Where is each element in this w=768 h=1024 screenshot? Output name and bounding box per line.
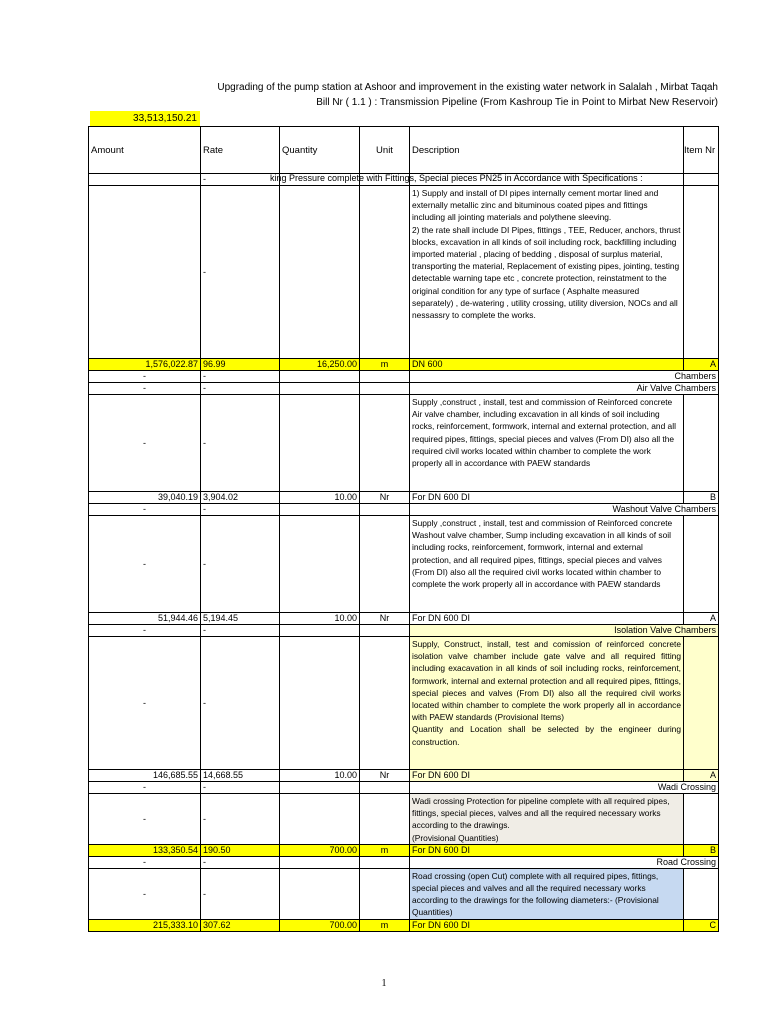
rate-cell: 96.99 xyxy=(201,359,280,371)
table-row xyxy=(89,371,719,383)
rate-cell: - xyxy=(201,794,280,845)
table-row xyxy=(89,782,719,794)
section-heading: Isolation Valve Chambers xyxy=(410,625,719,637)
amount-header: Amount xyxy=(89,127,201,174)
table-row xyxy=(89,856,719,868)
table-row xyxy=(89,919,719,931)
item-cell: B xyxy=(684,844,719,856)
description-cell: Road crossing (open Cut) complete with all required pipes, fittings, special pieces and valves and all the required necessary works according to the drawings for the following diameters:- (Provisional Quantities) xyxy=(410,868,684,919)
rate-cell: - xyxy=(201,637,280,770)
section-heading: Air Valve Chambers xyxy=(410,383,719,395)
item-cell: A xyxy=(684,359,719,371)
amount-cell: - xyxy=(89,383,201,395)
table-row xyxy=(89,625,719,637)
rate-header: Rate xyxy=(201,127,280,174)
rate-cell: - xyxy=(201,186,280,359)
rate-cell: - xyxy=(201,516,280,613)
unit-cell: Nr xyxy=(360,770,410,782)
rate-cell: 14,668.55 xyxy=(201,770,280,782)
rate-cell: 3,904.02 xyxy=(201,492,280,504)
table-row xyxy=(89,174,719,186)
quantity-header: Quantity xyxy=(280,127,360,174)
table-row xyxy=(89,504,719,516)
rate-cell: - xyxy=(201,504,280,516)
grand-total: 33,513,150.21 xyxy=(90,111,200,126)
amount-cell: - xyxy=(89,371,201,383)
description-cell: 1) Supply and install of DI pipes internally cement mortar lined and externally metallic zinc and bituminous coated pipes and fittings including all jointing materials and polythene sleeving. 2) the rate shall include DI Pipes, fittings , TEE, Reducer, anchors, thrust blocks, excavation in all kinds of soil including rock, backfilling including imported material , placing of bedding , disposal of surplus material, transporting the material, Replacement of existing pipes, jointing, testing detectable warning tape etc , concrete protection, reinstatment to the original condition for any type of surface ( Asphalte measured separately) , de-watering , utility crossing, utility diversion, NOCs and all nessassry to complete the works. xyxy=(410,186,684,359)
rate-cell: - xyxy=(201,174,280,186)
quantity-cell: 10.00 xyxy=(280,492,360,504)
amount-cell: - xyxy=(89,625,201,637)
table-row xyxy=(89,516,719,613)
rate-cell: - xyxy=(201,371,280,383)
document-title: Upgrading of the pump station at Ashoor and improvement in the existing water network in Salalah , Mirbat Taqah xyxy=(217,82,718,93)
section-heading: Road Crossing xyxy=(410,856,719,868)
unit-cell: Nr xyxy=(360,492,410,504)
quantity-cell: 700.00 xyxy=(280,844,360,856)
quantity-cell: 10.00 xyxy=(280,770,360,782)
description-cell: For DN 600 DI xyxy=(410,844,684,856)
bill-subtitle: Bill Nr ( 1.1 ) : Transmission Pipeline (From Kashroup Tie in Point to Mirbat New Reservoir) xyxy=(316,97,718,108)
section-heading: Washout Valve Chambers xyxy=(410,504,719,516)
rate-cell: - xyxy=(201,625,280,637)
section-heading: Chambers xyxy=(410,371,719,383)
quantity-cell: 700.00 xyxy=(280,919,360,931)
amount-cell: - xyxy=(89,395,201,492)
item-cell: C xyxy=(684,919,719,931)
item-cell: B xyxy=(684,492,719,504)
item-cell: A xyxy=(684,613,719,625)
amount-cell: 133,350.54 xyxy=(89,844,201,856)
table-row xyxy=(89,492,719,504)
rate-cell: - xyxy=(201,868,280,919)
description-cell: For DN 600 DI xyxy=(410,613,684,625)
amount-cell: 1,576,022.87 xyxy=(89,359,201,371)
table-row xyxy=(89,637,719,770)
rate-cell: - xyxy=(201,782,280,794)
table-row xyxy=(89,186,719,359)
rate-cell: 307.62 xyxy=(201,919,280,931)
section-heading: Wadi Crossing xyxy=(410,782,719,794)
unit-cell: Nr xyxy=(360,613,410,625)
table-header-row xyxy=(89,127,719,174)
amount-cell: - xyxy=(89,856,201,868)
amount-cell: - xyxy=(89,504,201,516)
table-row xyxy=(89,794,719,845)
amount-cell: - xyxy=(89,794,201,845)
description-cell: Supply ,construct , install, test and commission of Reinforced concrete Air valve chamber, including excavation in all kinds of soil including rocks, reinforcement, formwork, internal and external protection, and all required pipes, fittings, special pieces and valves (From DI) also all the required civil works located within chamber to complete the work properly all in accordance with PAEW standards xyxy=(410,395,684,492)
amount-cell: 39,040.19 xyxy=(89,492,201,504)
item-header: Item Nr xyxy=(684,127,719,174)
description-cell: For DN 600 DI xyxy=(410,919,684,931)
description-cell: Supply, Construct, install, test and comission of reinforced concrete isolation valve chamber include gate valve and all required fitting including exacavation in all kinds of soil including rocks, reinforcement, formwork, internal and external protection and all required pipes, fittings, special pieces and valves (From DI) also all the required civil works located within chamber to complete the work properly all in accordance with PAEW standards (Provisional Items) Quantity and Location shall be selected by the engineer during construction. xyxy=(410,637,684,770)
amount-cell: 215,333.10 xyxy=(89,919,201,931)
item-cell: A xyxy=(684,770,719,782)
amount-cell: 146,685.55 xyxy=(89,770,201,782)
page-number: 1 xyxy=(381,978,387,989)
table-row xyxy=(89,613,719,625)
unit-cell: m xyxy=(360,359,410,371)
rate-cell: - xyxy=(201,395,280,492)
description-cell: Supply ,construct , install, test and commission of Reinforced concrete Washout valve chamber, Sump including excavation in all kinds of soil including rocks, reinforcement, formwork, internal and external protection, and all required pipes, fittings, special pieces and valves (From DI) also all the required civil works located within chamber to complete the work properly all in accordance with PAEW standards xyxy=(410,516,684,613)
unit-header: Unit xyxy=(360,127,410,174)
section-heading: king Pressure complete with Fittings, Special pieces PN25 in Accordance with Specifications : xyxy=(270,173,643,183)
unit-cell: m xyxy=(360,919,410,931)
quantity-cell: 16,250.00 xyxy=(280,359,360,371)
table-row xyxy=(89,770,719,782)
table-row xyxy=(89,844,719,856)
description-cell: DN 600 xyxy=(410,359,684,371)
rate-cell: 5,194.45 xyxy=(201,613,280,625)
amount-cell: 51,944.46 xyxy=(89,613,201,625)
description-header: Description xyxy=(410,127,684,174)
amount-cell: - xyxy=(89,516,201,613)
quantity-cell: 10.00 xyxy=(280,613,360,625)
description-cell: Wadi crossing Protection for pipeline complete with all required pipes, fittings, special pieces, valves and all the required necessary works according to the drawings. (Provisional Quantities) xyxy=(410,794,684,845)
description-cell: For DN 600 DI xyxy=(410,770,684,782)
table-row xyxy=(89,383,719,395)
table-row xyxy=(89,868,719,919)
amount-cell: - xyxy=(89,637,201,770)
description-cell: For DN 600 DI xyxy=(410,492,684,504)
rate-cell: - xyxy=(201,383,280,395)
amount-cell: - xyxy=(89,782,201,794)
amount-cell: - xyxy=(89,868,201,919)
rate-cell: 190.50 xyxy=(201,844,280,856)
table-row xyxy=(89,395,719,492)
rate-cell: - xyxy=(201,856,280,868)
table-row xyxy=(89,359,719,371)
bill-table xyxy=(88,126,719,932)
unit-cell: m xyxy=(360,844,410,856)
